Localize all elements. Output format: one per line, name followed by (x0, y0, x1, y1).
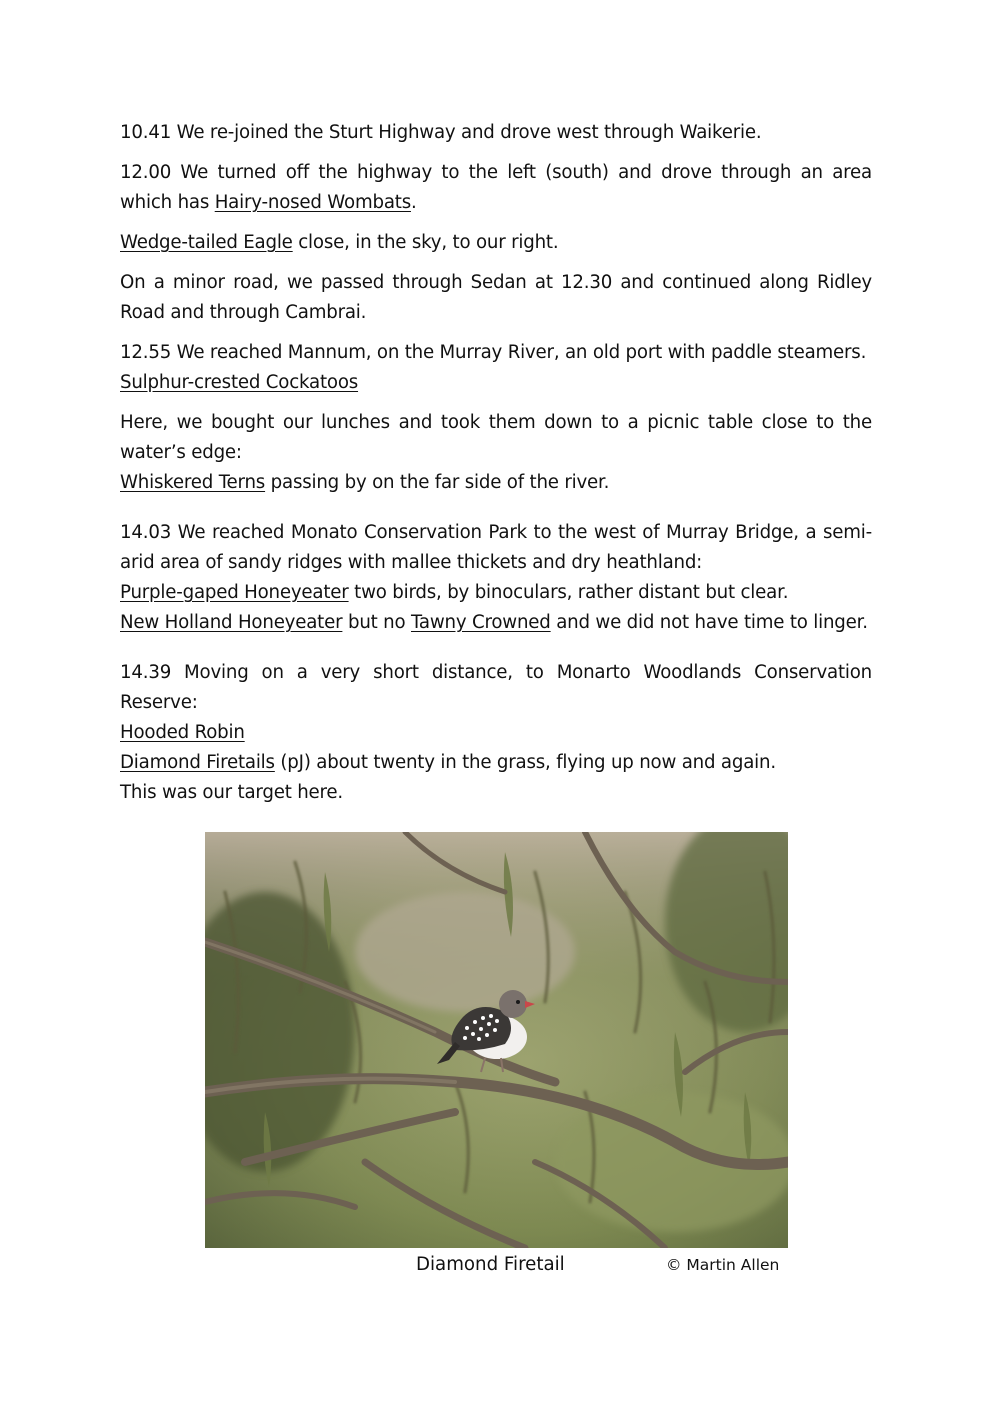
species-whiskered-terns: Whiskered Terns (120, 472, 266, 493)
species-sulphur-crested-cockatoos: Sulphur-crested Cockatoos (120, 372, 359, 393)
figure-caption: Diamond Firetail (416, 1254, 565, 1275)
species-hooded-robin: Hooded Robin (120, 722, 245, 743)
document-body (120, 118, 872, 818)
diamond-firetail-photo (205, 832, 788, 1248)
entry-1041: 10.41 We re-joined the Sturt Highway and drove west through Waikerie. (120, 122, 762, 143)
species-wedge-tailed-eagle: Wedge-tailed Eagle (120, 232, 293, 253)
entry-eagle: Wedge-tailed Eagle close, in the sky, to our right. (120, 232, 559, 253)
entry-1200: 12.00 We turned off the highway to the left (south) and drove through an area which has Hairy-nosed Wombats. (120, 162, 872, 213)
species-new-holland-honeyeater: New Holland Honeyeater (120, 612, 343, 633)
entry-1439: 14.39 Moving on a very short distance, to Monarto Woodlands Conservation Reserve: Hooded Robin Diamond Firetails (pJ) about twenty in the grass, flying up now and again. This was our target here. (120, 662, 872, 803)
species-hairy-nosed-wombats: Hairy-nosed Wombats (214, 192, 411, 213)
species-diamond-firetails: Diamond Firetails (120, 752, 275, 773)
entry-1403: 14.03 We reached Monato Conservation Park to the west of Murray Bridge, a semi-arid area of sandy ridges with mallee thickets and dry heathland: Purple-gaped Honeyeater two birds, by binoculars, rather distant but clear. New Holland Honeyeater but no Tawny Crowned and we did not have time to linger. (120, 522, 872, 633)
entry-sedan: On a minor road, we passed through Sedan at 12.30 and continued along Ridley Road and through Cambrai. (120, 272, 872, 323)
photo-credit: © Martin Allen (666, 1256, 780, 1274)
entry-lunch: Here, we bought our lunches and took them down to a picnic table close to the water’s edge: Whiskered Terns passing by on the far side of the river. (120, 412, 872, 493)
entry-1255: 12.55 We reached Mannum, on the Murray River, an old port with paddle steamers. Sulphur-crested Cockatoos (120, 342, 867, 393)
species-tawny-crowned: Tawny Crowned (411, 612, 551, 633)
species-purple-gaped-honeyeater: Purple-gaped Honeyeater (120, 582, 349, 603)
